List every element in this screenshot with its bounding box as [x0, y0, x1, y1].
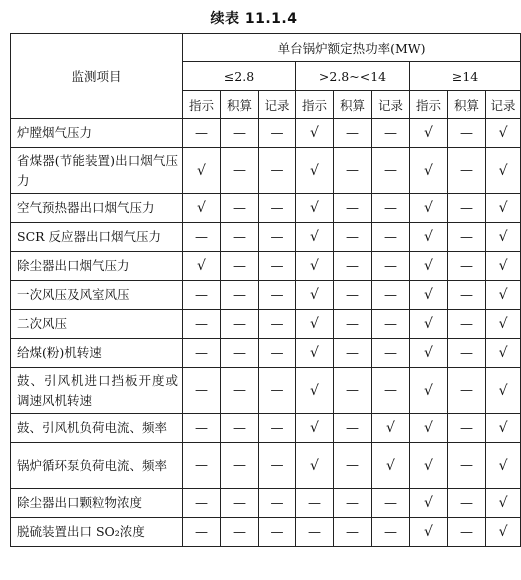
table-row — [11, 252, 521, 281]
dash-mark: — — [221, 223, 259, 252]
dash-mark: — — [221, 339, 259, 368]
table-row — [11, 223, 521, 252]
check-mark: √ — [486, 414, 521, 443]
dash-mark: — — [448, 310, 486, 339]
row-item-label — [11, 368, 183, 414]
table-body — [11, 119, 521, 547]
header-subcolumn: 积算 — [334, 91, 372, 119]
row-item-label — [11, 414, 183, 443]
check-mark: √ — [486, 489, 521, 518]
header-item: 监测项目 — [11, 34, 183, 119]
row-item-label — [11, 518, 183, 547]
check-mark: √ — [296, 194, 334, 223]
dash-mark: — — [448, 148, 486, 194]
check-mark: √ — [410, 339, 448, 368]
dash-mark: — — [259, 489, 296, 518]
dash-mark: — — [296, 489, 334, 518]
row-item-text: SCR 反应器出口烟气压力 — [17, 229, 162, 244]
header-subcolumn: 积算 — [448, 91, 486, 119]
dash-mark: — — [259, 339, 296, 368]
dash-mark: — — [221, 368, 259, 414]
dash-mark: — — [183, 443, 221, 489]
check-mark: √ — [486, 339, 521, 368]
dash-mark: — — [448, 223, 486, 252]
check-mark: √ — [296, 223, 334, 252]
row-item-text: 一次风压及风室风压 — [17, 287, 130, 302]
dash-mark: — — [334, 339, 372, 368]
row-item-text: 二次风压 — [17, 316, 68, 331]
dash-mark: — — [221, 310, 259, 339]
check-mark: √ — [486, 119, 521, 148]
check-mark: √ — [296, 281, 334, 310]
dash-mark: — — [334, 414, 372, 443]
dash-mark: — — [448, 414, 486, 443]
row-item-label — [11, 339, 183, 368]
check-mark: √ — [486, 368, 521, 414]
header-subcolumn: 积算 — [221, 91, 259, 119]
dash-mark: — — [221, 194, 259, 223]
dash-mark: — — [448, 252, 486, 281]
dash-mark: — — [448, 339, 486, 368]
dash-mark: — — [334, 443, 372, 489]
dash-mark: — — [448, 368, 486, 414]
dash-mark: — — [221, 148, 259, 194]
dash-mark: — — [334, 119, 372, 148]
check-mark: √ — [410, 119, 448, 148]
row-item-label — [11, 443, 183, 489]
dash-mark: — — [372, 281, 410, 310]
table-row — [11, 518, 521, 547]
table-row — [11, 368, 521, 414]
dash-mark: — — [334, 281, 372, 310]
dash-mark: — — [183, 414, 221, 443]
dash-mark: — — [372, 252, 410, 281]
check-mark: √ — [296, 414, 334, 443]
dash-mark: — — [259, 223, 296, 252]
row-item-label — [11, 119, 183, 148]
check-mark: √ — [410, 489, 448, 518]
check-mark: √ — [296, 368, 334, 414]
check-mark: √ — [183, 252, 221, 281]
dash-mark: — — [372, 518, 410, 547]
table-row — [11, 281, 521, 310]
check-mark: √ — [410, 252, 448, 281]
dash-mark: — — [334, 518, 372, 547]
row-item-text: 除尘器出口烟气压力 — [17, 258, 130, 273]
table-row — [11, 148, 521, 194]
dash-mark: — — [372, 489, 410, 518]
dash-mark: — — [259, 119, 296, 148]
check-mark: √ — [296, 148, 334, 194]
row-item-text: 除尘器出口颗粒物浓度 — [17, 495, 143, 510]
table-row — [11, 194, 521, 223]
row-item-text: 锅炉循环泵负荷电流、频率 — [17, 457, 168, 473]
dash-mark: — — [448, 281, 486, 310]
dash-mark: — — [334, 310, 372, 339]
dash-mark: — — [183, 281, 221, 310]
check-mark: √ — [486, 518, 521, 547]
dash-mark: — — [372, 310, 410, 339]
row-item-label — [11, 310, 183, 339]
check-mark: √ — [486, 252, 521, 281]
dash-mark: — — [334, 368, 372, 414]
check-mark: √ — [410, 368, 448, 414]
row-item-text: 脱硫装置出口 SO₂浓度 — [17, 524, 145, 539]
header-subcolumn: 记录 — [486, 91, 521, 119]
dash-mark: — — [372, 368, 410, 414]
check-mark: √ — [183, 148, 221, 194]
check-mark: √ — [296, 339, 334, 368]
header-range-3: ≥14 — [410, 62, 521, 91]
row-item-text: 给煤(粉)机转速 — [17, 345, 102, 360]
header-range-1: ≤2.8 — [183, 62, 296, 91]
dash-mark: — — [183, 518, 221, 547]
dash-mark: — — [372, 339, 410, 368]
dash-mark: — — [372, 194, 410, 223]
dash-mark: — — [259, 194, 296, 223]
dash-mark: — — [259, 310, 296, 339]
check-mark: √ — [410, 223, 448, 252]
header-range-2: >2.8~<14 — [296, 62, 410, 91]
dash-mark: — — [221, 489, 259, 518]
dash-mark: — — [334, 489, 372, 518]
dash-mark: — — [296, 518, 334, 547]
row-item-label — [11, 252, 183, 281]
dash-mark: — — [372, 148, 410, 194]
dash-mark: — — [183, 339, 221, 368]
dash-mark: — — [221, 414, 259, 443]
header-subcolumn: 指示 — [296, 91, 334, 119]
dash-mark: — — [448, 194, 486, 223]
table-row — [11, 414, 521, 443]
dash-mark: — — [183, 489, 221, 518]
check-mark: √ — [410, 148, 448, 194]
header-subcolumn: 记录 — [372, 91, 410, 119]
row-item-text: 鼓、引风机进口挡板开度或调速风机转速 — [17, 372, 178, 408]
dash-mark: — — [259, 443, 296, 489]
dash-mark: — — [183, 368, 221, 414]
row-item-text: 空气预热器出口烟气压力 — [17, 200, 155, 215]
dash-mark: — — [448, 518, 486, 547]
table-row — [11, 339, 521, 368]
dash-mark: — — [183, 119, 221, 148]
check-mark: √ — [372, 443, 410, 489]
check-mark: √ — [410, 518, 448, 547]
check-mark: √ — [296, 252, 334, 281]
monitoring-table — [10, 33, 521, 547]
dash-mark: — — [259, 368, 296, 414]
dash-mark: — — [221, 518, 259, 547]
row-item-label — [11, 148, 183, 194]
header-subcolumn: 指示 — [410, 91, 448, 119]
check-mark: √ — [486, 194, 521, 223]
check-mark: √ — [486, 281, 521, 310]
check-mark: √ — [410, 414, 448, 443]
check-mark: √ — [296, 443, 334, 489]
row-item-text: 鼓、引风机负荷电流、频率 — [17, 420, 168, 435]
header-group: 单台锅炉额定热功率(MW) — [183, 34, 521, 62]
dash-mark: — — [334, 223, 372, 252]
check-mark: √ — [486, 223, 521, 252]
check-mark: √ — [296, 310, 334, 339]
header-subcolumn: 指示 — [183, 91, 221, 119]
page-title: 续表 11.1.4 — [210, 11, 298, 27]
table-row — [11, 443, 521, 489]
header-row-group — [11, 34, 521, 62]
dash-mark: — — [259, 414, 296, 443]
table-row — [11, 119, 521, 148]
check-mark: √ — [410, 281, 448, 310]
dash-mark: — — [259, 148, 296, 194]
check-mark: √ — [296, 119, 334, 148]
dash-mark: — — [221, 443, 259, 489]
check-mark: √ — [410, 310, 448, 339]
check-mark: √ — [410, 443, 448, 489]
table-row — [11, 489, 521, 518]
dash-mark: — — [259, 518, 296, 547]
dash-mark: — — [334, 194, 372, 223]
dash-mark: — — [448, 119, 486, 148]
dash-mark: — — [448, 443, 486, 489]
check-mark: √ — [486, 148, 521, 194]
check-mark: √ — [183, 194, 221, 223]
row-item-label — [11, 489, 183, 518]
header-subcolumn: 记录 — [259, 91, 296, 119]
dash-mark: — — [221, 281, 259, 310]
dash-mark: — — [334, 148, 372, 194]
check-mark: √ — [410, 194, 448, 223]
check-mark: √ — [486, 443, 521, 489]
dash-mark: — — [334, 252, 372, 281]
row-item-label — [11, 223, 183, 252]
dash-mark: — — [183, 310, 221, 339]
dash-mark: — — [372, 119, 410, 148]
row-item-text: 炉膛烟气压力 — [17, 125, 93, 140]
dash-mark: — — [221, 252, 259, 281]
dash-mark: — — [259, 252, 296, 281]
row-item-label — [11, 194, 183, 223]
check-mark: √ — [372, 414, 410, 443]
check-mark: √ — [486, 310, 521, 339]
dash-mark: — — [221, 119, 259, 148]
row-item-text: 省煤器(节能装置)出口烟气压力 — [17, 152, 178, 188]
table-row — [11, 310, 521, 339]
row-item-label — [11, 281, 183, 310]
dash-mark: — — [372, 223, 410, 252]
dash-mark: — — [448, 489, 486, 518]
dash-mark: — — [259, 281, 296, 310]
dash-mark: — — [183, 223, 221, 252]
